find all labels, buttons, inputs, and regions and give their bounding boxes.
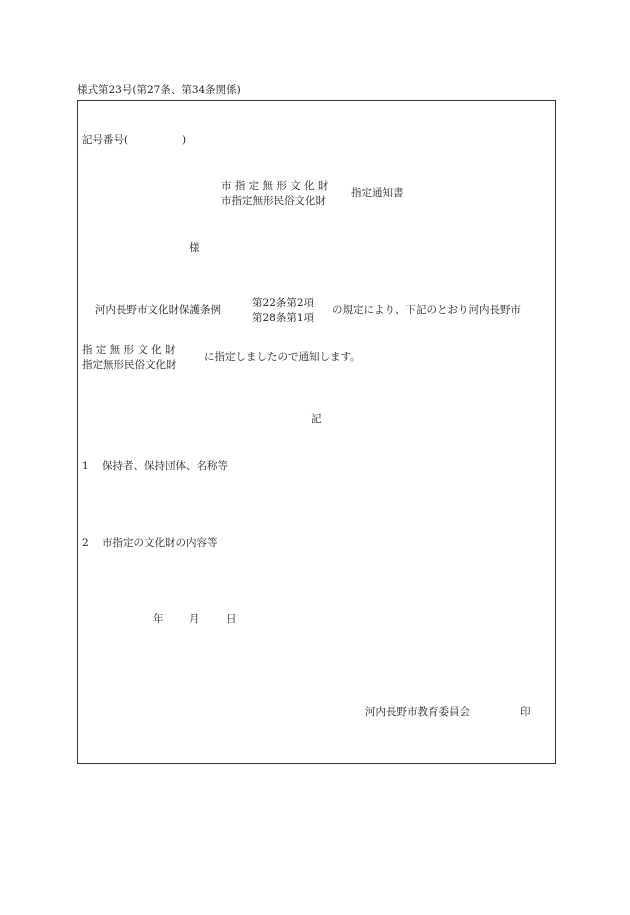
property-types	[82, 343, 177, 373]
item-1-label: 保持者、保持団体、名称等	[102, 460, 229, 472]
seal-mark: 印	[520, 706, 531, 718]
ki-heading: 記	[311, 413, 322, 425]
body-continuation: の規定により、下記のとおり河内長野市	[332, 304, 521, 316]
title-type-1: 市 指 定 無 形 文 化 財	[221, 180, 329, 192]
reference-number-close: )	[182, 134, 187, 146]
property-type-1: 指 定 無 形 文 化 財	[82, 344, 176, 356]
date-day: 日	[226, 613, 237, 625]
form-header: 様式第23号(第27条、第34条関係)	[77, 84, 241, 96]
reference-number-label: 記号番号(	[82, 134, 129, 146]
article-refs	[252, 296, 314, 326]
issuer-name: 河内長野市教育委員会	[365, 706, 470, 718]
title-suffix: 指定通知書	[351, 187, 404, 199]
item-1-number: 1	[82, 460, 89, 472]
addressee-suffix: 様	[189, 242, 200, 254]
item-2-label: 市指定の文化財の内容等	[102, 537, 218, 549]
item-1	[82, 460, 228, 473]
item-2	[82, 537, 218, 550]
date-month: 月	[189, 613, 200, 625]
body-closing: に指定しましたので通知します。	[204, 351, 361, 363]
article-ref-1: 第22条第2項	[252, 297, 315, 309]
ordinance-name: 河内長野市文化財保護条例	[95, 304, 221, 316]
date-year: 年	[153, 613, 164, 625]
article-ref-2: 第28条第1項	[252, 312, 315, 324]
property-type-2: 指定無形民俗文化財	[82, 359, 177, 371]
title-types	[221, 179, 328, 209]
item-2-number: 2	[82, 537, 89, 549]
title-type-2: 市指定無形民俗文化財	[221, 195, 326, 207]
